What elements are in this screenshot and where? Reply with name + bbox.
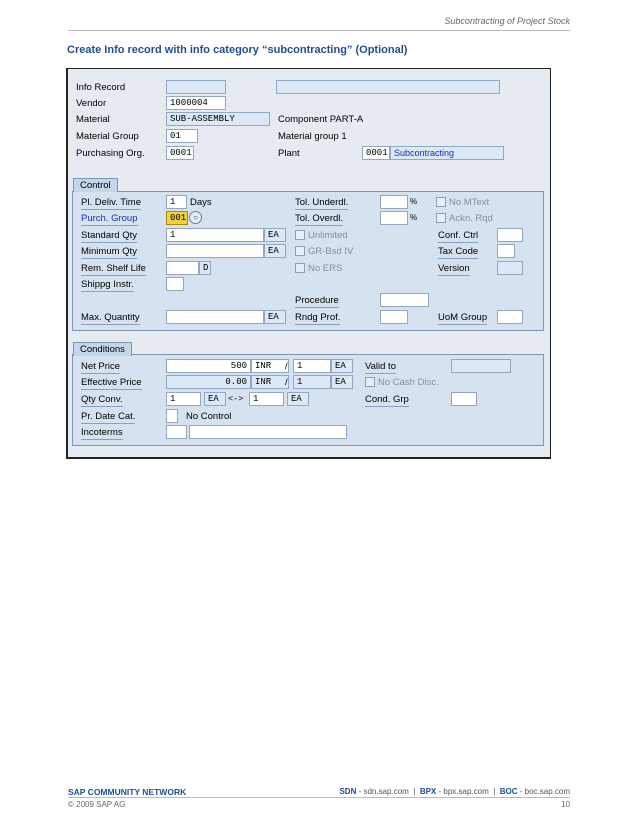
tax-code-label: Tax Code [438, 246, 479, 257]
footer-separator-2: | [493, 787, 496, 796]
incoterms-input[interactable] [166, 425, 187, 439]
no-mtext-checkbox[interactable] [436, 197, 446, 207]
conf-ctrl-input[interactable] [497, 228, 523, 242]
plant-description-field: Subcontracting [390, 146, 504, 160]
qty-conv-arrow: <-> [228, 394, 244, 404]
procedure-label: Procedure [295, 295, 339, 306]
net-price-per-separator: / [285, 361, 288, 372]
purchasing-org-label: Purchasing Org. [76, 148, 145, 159]
purchasing-org-input[interactable]: 0001 [166, 146, 194, 160]
version-label: Version [438, 263, 470, 274]
no-ers-label: No ERS [308, 263, 343, 274]
header-divider [68, 30, 570, 31]
footer-bpx-link[interactable]: - bpx.sap.com [438, 787, 489, 796]
footer-boc-link[interactable]: - boc.sap.com [519, 787, 570, 796]
qty-conv-unit: EA [204, 392, 226, 406]
no-cash-disc-checkbox[interactable] [365, 377, 375, 387]
pl-deliv-time-label: Pl. Deliv. Time [81, 197, 142, 208]
value-help-icon[interactable]: ○ [189, 211, 202, 224]
rndg-prof-input[interactable] [380, 310, 408, 324]
net-price-input[interactable]: 500 [166, 359, 251, 373]
qty-conv-input[interactable]: 1 [166, 392, 201, 406]
vendor-input[interactable]: 1000004 [166, 96, 226, 110]
effective-price-field: 0.00 [166, 375, 251, 389]
material-group-input[interactable]: 01 [166, 129, 198, 143]
rem-shelf-life-unit: D [199, 261, 211, 275]
ackn-rqd-checkbox[interactable] [436, 213, 446, 223]
max-quantity-label: Max. Quantity [81, 312, 140, 323]
minimum-qty-input[interactable] [166, 244, 264, 258]
conditions-group-title: Conditions [73, 342, 132, 356]
net-price-label: Net Price [81, 361, 121, 372]
info-record-description-field [276, 80, 500, 94]
cond-grp-label: Cond. Grp [365, 394, 409, 405]
net-price-unit: EA [331, 359, 353, 373]
footer-sdn-link[interactable]: - sdn.sap.com [358, 787, 409, 796]
rndg-prof-label: Rndg Prof. [295, 312, 341, 323]
footer-boc-label: BOC [499, 787, 518, 796]
sap-info-record-screen [66, 68, 551, 459]
standard-qty-unit: EA [264, 228, 286, 242]
shippg-instr-input[interactable] [166, 277, 184, 291]
effective-price-label: Effective Price [81, 377, 142, 388]
minimum-qty-label: Minimum Qty [81, 246, 137, 257]
uom-group-input[interactable] [497, 310, 523, 324]
footer-bpx-label: BPX [419, 787, 437, 796]
tol-overdl-label: Tol. Overdl. [295, 213, 344, 224]
footer-sdn-label: SDN [339, 787, 357, 796]
qty-conv-input-2[interactable]: 1 [249, 392, 284, 406]
pr-date-cat-input[interactable] [166, 409, 178, 423]
valid-to-field[interactable] [451, 359, 511, 373]
days-label: Days [190, 197, 212, 208]
material-description: Component PART-A [278, 114, 364, 125]
material-group-description: Material group 1 [278, 131, 347, 142]
ackn-rqd-label: Ackn. Rqd [449, 213, 493, 224]
max-quantity-unit: EA [264, 310, 286, 324]
conf-ctrl-label: Conf. Ctrl [438, 230, 479, 241]
rem-shelf-life-input[interactable] [166, 261, 199, 275]
no-ers-checkbox[interactable] [295, 263, 305, 273]
standard-qty-input[interactable]: 1 [166, 228, 264, 242]
unlimited-label: Unlimited [308, 230, 348, 241]
page-number: 10 [561, 800, 570, 809]
footer-network-label: SAP COMMUNITY NETWORK [68, 787, 187, 797]
purch-group-input[interactable]: 001 [166, 211, 188, 225]
footer-copyright: © 2009 SAP AG [68, 800, 126, 809]
control-group [72, 191, 544, 331]
max-quantity-input[interactable] [166, 310, 264, 324]
incoterms-label: Incoterms [81, 427, 123, 438]
pr-date-cat-description: No Control [186, 411, 232, 422]
material-group-label: Material Group [76, 131, 139, 142]
tol-underdl-percent: % [410, 197, 418, 206]
footer-divider [68, 797, 570, 798]
info-record-label: Info Record [76, 82, 126, 93]
material-label: Material [76, 114, 110, 125]
tax-code-input[interactable] [497, 244, 515, 258]
section-title: Create Info record with info category “subcontracting” (Optional) [67, 44, 408, 56]
effective-price-per-separator: / [285, 377, 288, 388]
uom-group-label: UoM Group [438, 312, 488, 323]
effective-price-per-field: 1 [293, 375, 331, 389]
qty-conv-label: Qty Conv. [81, 394, 123, 405]
gr-bsd-iv-label: GR-Bsd IV [308, 246, 354, 257]
plant-input[interactable]: 0001 [362, 146, 390, 160]
info-record-input[interactable] [166, 80, 226, 94]
cond-grp-input[interactable] [451, 392, 477, 406]
valid-to-label: Valid to [365, 361, 396, 372]
purch-group-label: Purch. Group [81, 213, 138, 224]
vendor-label: Vendor [76, 98, 107, 109]
standard-qty-label: Standard Qty [81, 230, 137, 241]
document-header-title: Subcontracting of Project Stock [444, 16, 570, 26]
tol-underdl-input[interactable] [380, 195, 408, 209]
pl-deliv-time-input[interactable]: 1 [166, 195, 187, 209]
net-price-currency-input[interactable]: INR [251, 359, 289, 373]
procedure-input[interactable] [380, 293, 429, 307]
gr-bsd-iv-checkbox[interactable] [295, 246, 305, 256]
qty-conv-unit-2: EA [287, 392, 309, 406]
incoterms-description-input[interactable] [189, 425, 347, 439]
rem-shelf-life-label: Rem. Shelf Life [81, 263, 146, 274]
no-mtext-label: No MText [449, 197, 490, 208]
unlimited-checkbox[interactable] [295, 230, 305, 240]
version-field[interactable] [497, 261, 523, 275]
tol-overdl-input[interactable] [380, 211, 408, 225]
control-group-title: Control [73, 178, 118, 192]
material-input[interactable]: SUB-ASSEMBLY [166, 112, 270, 126]
plant-label: Plant [278, 148, 300, 159]
effective-price-unit: EA [331, 375, 353, 389]
footer-links [339, 787, 570, 796]
tol-overdl-percent: % [410, 213, 418, 222]
tol-underdl-label: Tol. Underdl. [295, 197, 349, 208]
effective-price-currency-field: INR [251, 375, 289, 389]
pr-date-cat-label: Pr. Date Cat. [81, 411, 136, 422]
minimum-qty-unit: EA [264, 244, 286, 258]
shippg-instr-label: Shippg Instr. [81, 279, 134, 290]
net-price-per-input[interactable]: 1 [293, 359, 331, 373]
footer-separator-1: | [413, 787, 416, 796]
no-cash-disc-label: No Cash Disc. [378, 377, 439, 388]
